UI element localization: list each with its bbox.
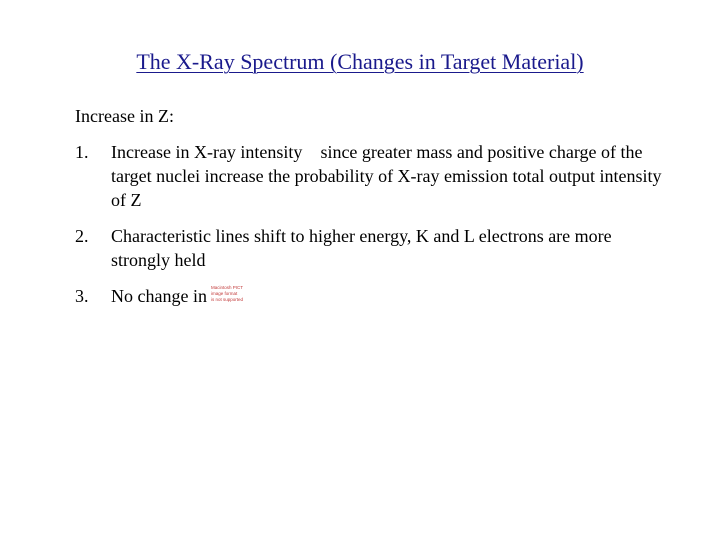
list-item-3 (75, 284, 675, 308)
list-item-3-number: 3. (75, 286, 89, 306)
list-item-3-text (111, 284, 671, 308)
slide-title: The X-Ray Spectrum (Changes in Target Material) (136, 49, 584, 74)
list-item-1-text-part-a: Increase in X-ray intensity (111, 142, 303, 162)
list-item-2 (75, 224, 675, 272)
placeholder-line-2: image format (210, 291, 238, 296)
unsupported-image-placeholder (211, 285, 243, 303)
list-item-3-label: No change in (111, 286, 207, 306)
list-item-2-number: 2. (75, 226, 89, 246)
list-item-1-text (111, 140, 671, 212)
placeholder-line-3: is not supported (210, 297, 243, 302)
list-item-2-text: Characteristic lines shift to higher energy, K and L electrons are more strongly held (111, 226, 612, 270)
list-item-1-text-part-b: since greater mass and positive charge of the target nuclei increase the probability of X-ray emission total output intensity of Z (111, 142, 662, 210)
placeholder-line-1: Macintosh PICT (210, 285, 243, 290)
list-item-1-number: 1. (75, 142, 89, 162)
intro-line: Increase in Z: (75, 106, 174, 126)
list-item-1 (75, 140, 675, 212)
